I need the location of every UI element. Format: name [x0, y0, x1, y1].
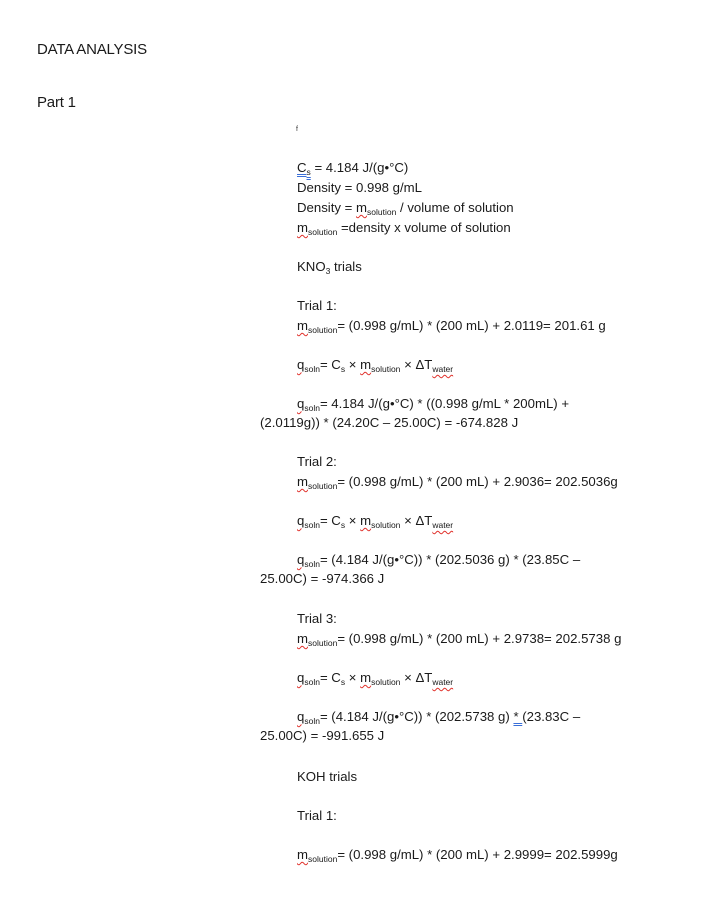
kno3-trial3-q-calc: $q_{soln}= (4.184$ J/(g•°C)) * (202.5738 g) * (23.83C – — [297, 709, 581, 726]
section-heading: DATA ANALYSIS — [37, 41, 147, 58]
kno3-trial3-label: Trial 3: — [297, 611, 337, 626]
mass-formula: $m_{solution}$ =density x volume of solution — [297, 220, 511, 237]
koh-heading: KOH trials — [297, 769, 358, 784]
kno3-trial3-q-formula: $q_{soln}= C_s \times m_{solution} \times \Delta T_{water}$ — [297, 670, 454, 687]
kno3-trial2-q-formula: $q_{soln}= C_s \times m_{solution} \times \Delta T_{water}$ — [297, 513, 454, 530]
cs-symbol: C — [297, 160, 307, 175]
kno3-trial2-q-calc: $q_{soln}= (4.184$ J/(g•°C)) * (202.5036 g) * (23.85C – — [297, 552, 581, 569]
kno3-trial3-q-calc-cont: 25.00C) = -991.655 J — [260, 728, 385, 743]
kno3-trial1-q-formula: $q_{soln}= C_s \times m_{solution} \times \Delta T_{water}$ — [297, 357, 454, 374]
kno3-trial1-mass: $m_{solution}= (0.998$ g/mL) * (200 mL) + 2.0119= 201.61 g — [297, 318, 606, 335]
cs-subscript: s — [306, 167, 311, 177]
koh-trial1-label: Trial 1: — [297, 808, 337, 823]
specific-heat-line — [297, 159, 408, 176]
kno3-trial2-q-calc-cont: 25.00C) = -974.366 J — [260, 571, 385, 586]
kno3-trial1-label: Trial 1: — [297, 298, 337, 313]
stray-mark: f — [296, 126, 298, 133]
kno3-heading: $KNO_3$ trials — [297, 259, 362, 276]
cs-value: = 4.184 J/(g•°C) — [310, 160, 409, 175]
part-heading: Part 1 — [37, 94, 76, 111]
kno3-trial1-q-calc-cont: (2.0119g)) * (24.20C – 25.00C) = -674.828 J — [260, 415, 519, 430]
kno3-trial2-mass: $m_{solution}= (0.998$ g/mL) * (200 mL) + 2.9036= 202.5036g — [297, 474, 618, 491]
koh-trial1-mass: $m_{solution}= (0.998$ g/mL) * (200 mL) + 2.9999= 202.5999g — [297, 847, 618, 864]
kno3-trial1-q-calc: $q_{soln}= 4.184$ J/(g•°C) * ((0.998 g/mL * 200mL) + — [297, 396, 570, 413]
density-line: Density = 0.998 g/mL — [297, 180, 422, 195]
kno3-trial2-label: Trial 2: — [297, 454, 337, 469]
kno3-trial3-mass: $m_{solution}= (0.998$ g/mL) * (200 mL) + 2.9738= 202.5738 g — [297, 631, 622, 648]
density-formula: Density = $m_{solution}$ / volume of solution — [297, 200, 514, 217]
